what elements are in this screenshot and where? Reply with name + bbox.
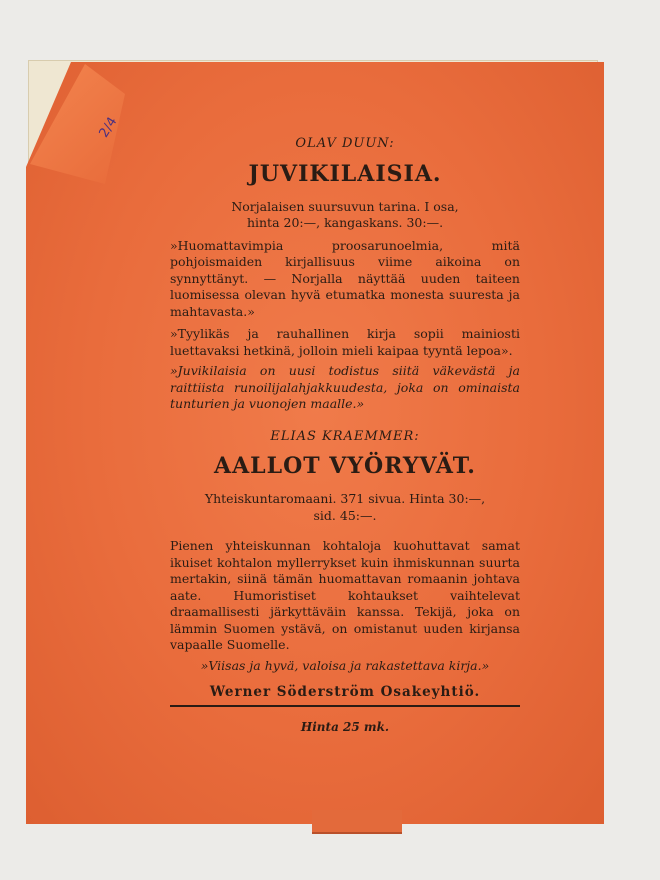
book2-desc-line2: sid. 45:—.: [313, 507, 377, 523]
book1-author: OLAV DUUN:: [295, 136, 395, 151]
book2-quote: »Viisas ja hyvä, valoisa ja rakastettava kirja.»: [200, 657, 490, 673]
book2-body: Pienen yhteiskunnan kohtaloja kuohuttavat samat ikuiset kohtalon myllerrykset kuin ihmiskunnan suurta mertakin, siinä tämän huomattavan romaanin johtava aate. Humoristiset kohtaukset vaihtelevat draamallisesti järkyttäväin kanssa. Tekijä, joka on lämmin Suomen ystävä, on omistanut uuden kirjansa vapaalle Suomelle.: [170, 538, 520, 652]
publisher-name: Werner Söderström Osakeyhtiö.: [209, 684, 481, 700]
publisher-rule: [170, 705, 520, 707]
book1-title: JUVIKILAISIA.: [248, 160, 442, 187]
cover-bottom-flap: [312, 810, 402, 834]
book2-title: AALLOT VYÖRYVÄT.: [214, 453, 476, 479]
book2-desc-line1: Yhteiskuntaromaani. 371 sivua. Hinta 30:—,: [204, 491, 486, 506]
book1-quote2: »Tyylikäs ja rauhallinen kirja sopii mainiosti luettavaksi hetkinä, jolloin mieli kaipaa tyyntä lepoa».: [170, 326, 520, 358]
pencil-mark: 2/4: [96, 114, 121, 141]
book1-desc-line1: Norjalaisen suursuvun tarina. I osa,: [231, 198, 459, 214]
book1-quote3: »Juvikilaisia on uusi todistus siitä väkevästä ja raittiista runoilijalahjakkuudesta, joka on ominaista tunturien ja vuonojen maalle.»: [170, 363, 520, 411]
price-label: Hinta 25 mk.: [300, 719, 390, 734]
book1-desc-line2: hinta 20:—, kangaskans. 30:—.: [246, 215, 444, 230]
cover-text: [170, 136, 520, 735]
book1-quote1: »Huomattavimpia proosarunoelmia, mitä pohjoismaiden kirjallisuus viime aikoina on synnyttänyt. — Norjalla näyttää uuden taiteen luomisessa olevan hyvä etumatka monesta suuresta ja mahtavasta.»: [170, 237, 520, 319]
book2-author: ELIAS KRAEMMER:: [270, 428, 420, 444]
